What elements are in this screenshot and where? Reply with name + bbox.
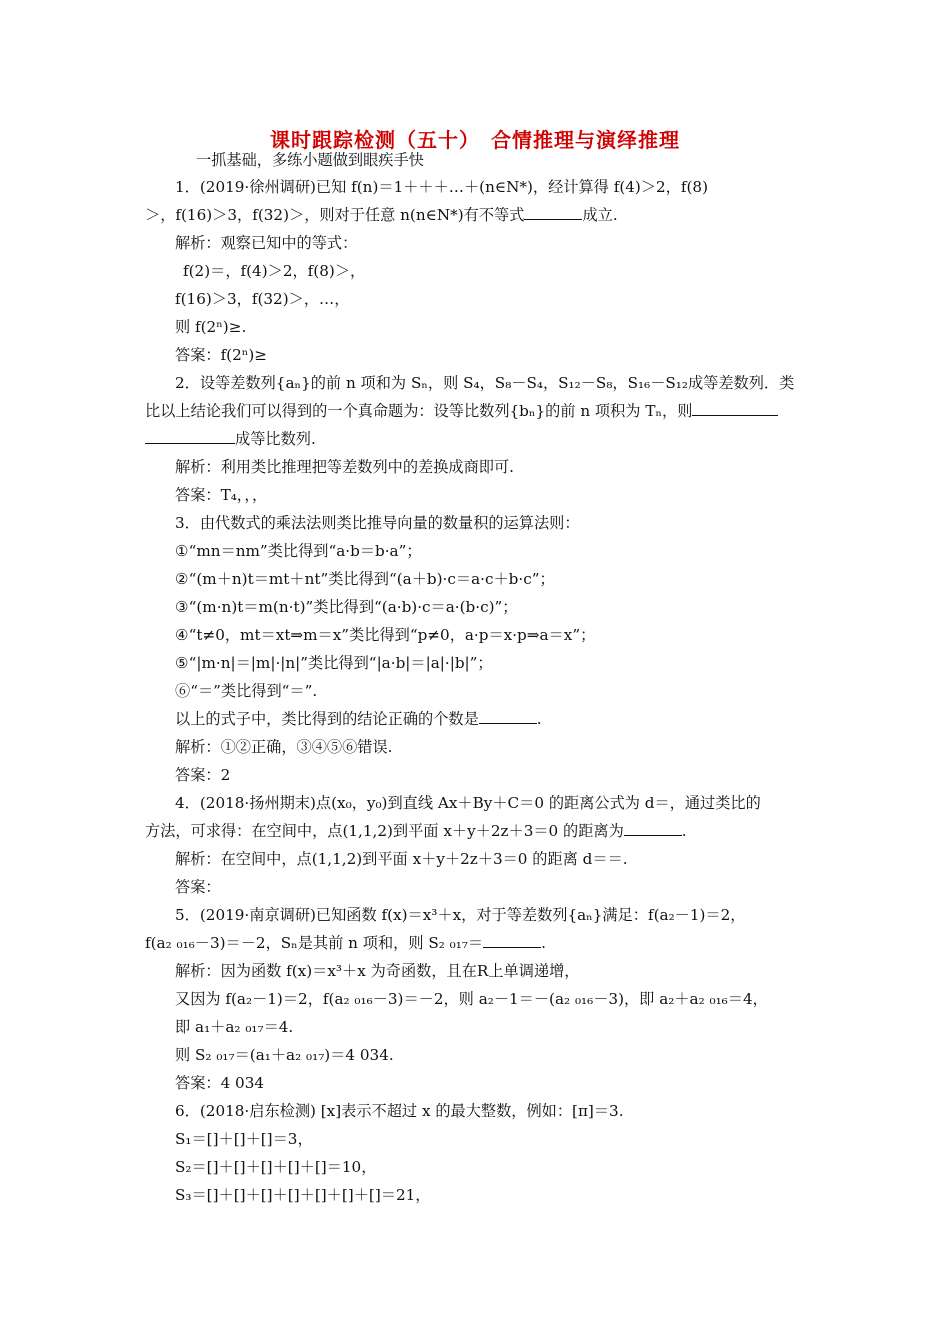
q2-line-3: 成等比数列. (145, 429, 316, 449)
q3-item: ③“(m·n)t＝m(n·t)”类比得到“(a·b)·c＝a·(b·c)”； (175, 598, 518, 616)
q6-line: S₃＝[]＋[]＋[]＋[]＋[]＋[]＋[]＝21， (175, 1186, 431, 1204)
q1-analysis-line: f(16)＞3，f(32)＞，…， (175, 290, 350, 308)
q2-line-1: 2．设等差数列{aₙ}的前 n 项和为 Sₙ，则 S₄，S₈－S₄，S₁₂－S₈，S₁₆－S₁₂成等差数列．类 (175, 374, 795, 392)
q3-line-1: 3．由代数式的乘法法则类比推导向量的数量积的运算法则： (175, 514, 580, 532)
section-heading: 一抓基础，多练小题做到眼疾手快 (196, 151, 424, 169)
q3-item: ⑤“|m·n|＝|m|·|n|”类比得到“|a·b|＝|a|·|b|”； (175, 654, 493, 672)
answer-blank (145, 429, 235, 444)
answer-blank (624, 821, 682, 836)
q3-answer: 答案：2 (175, 766, 231, 784)
answer-blank (524, 205, 582, 220)
q3-item: ①“mn＝nm”类比得到“a·b＝b·a”； (175, 542, 422, 560)
q1-analysis-line: f(2)＝，f(4)＞2，f(8)＞， (183, 262, 366, 280)
q2-answer: 答案：T₄，，， (175, 486, 268, 504)
q1-answer: 答案：f(2ⁿ)≥ (175, 346, 267, 364)
q5-line-1: 5．(2019·南京调研)已知函数 f(x)＝x³＋x，对于等差数列{aₙ}满足：f(a₂－1)＝2， (175, 906, 746, 924)
q1-analysis-line: 则 f(2ⁿ)≥. (175, 318, 247, 336)
q4-line-1: 4．(2018·扬州期末)点(x₀，y₀)到直线 Ax＋By＋C＝0 的距离公式为 d＝，通过类比的 (175, 794, 761, 812)
q5-analysis: 解析：因为函数 f(x)＝x³＋x 为奇函数，且在R上单调递增， (175, 962, 580, 980)
q5-analysis-line: 即 a₁＋a₂ ₀₁₇＝4. (175, 1018, 294, 1036)
q5-line-2: f(a₂ ₀₁₆－3)＝－2，Sₙ是其前 n 项和，则 S₂ ₀₁₇＝ . (145, 934, 546, 952)
answer-blank (483, 933, 541, 948)
q3-analysis: 解析：①②正确，③④⑤⑥错误. (175, 738, 393, 756)
q4-line-2: 方法，可求得：在空间中，点(1,1,2)到平面 x＋y＋2z＋3＝0 的距离为 . (145, 822, 687, 840)
q2-line-2: 比以上结论我们可以得到的一个真命题为：设等比数列{bₙ}的前 n 项积为 Tₙ，则 (145, 401, 778, 421)
answer-blank (479, 709, 537, 724)
q6-line: S₁＝[]＋[]＋[]＝3， (175, 1130, 313, 1148)
q3-question: 以上的式子中，类比得到的结论正确的个数是 . (175, 710, 542, 728)
answer-blank (692, 401, 778, 416)
q6-line: S₂＝[]＋[]＋[]＋[]＋[]＝10， (175, 1158, 377, 1176)
q2-analysis: 解析：利用类比推理把等差数列中的差换成商即可. (175, 458, 514, 476)
q1-line-2: ＞，f(16)＞3，f(32)＞，则对于任意 n(n∈N*)有不等式 成立. (145, 206, 618, 224)
q1-line-1: 1．(2019·徐州调研)已知 f(n)＝1＋＋＋…＋(n∈N*)，经计算得 f(4)＞2，f(8) (175, 178, 709, 196)
q3-item: ⑥“＝”类比得到“＝”. (175, 682, 318, 700)
q5-answer: 答案：4 034 (175, 1074, 265, 1092)
q3-item: ④“t≠0，mt＝xt⇒m＝x”类比得到“p≠0，a·p＝x·p⇒a＝x”； (175, 626, 596, 644)
q4-analysis: 解析：在空间中，点(1,1,2)到平面 x＋y＋2z＋3＝0 的距离 d＝＝. (175, 850, 628, 868)
page-title: 课时跟踪检测（五十） 合情推理与演绎推理 (270, 128, 680, 152)
q1-analysis: 解析：观察已知中的等式： (175, 234, 358, 252)
q6-line-1: 6．(2018·启东检测) [x]表示不超过 x 的最大整数，例如：[π]＝3. (175, 1102, 624, 1120)
q5-analysis-line: 又因为 f(a₂－1)＝2，f(a₂ ₀₁₆－3)＝－2，则 a₂－1＝－(a₂ ₀₁₆－3)，即 a₂＋a₂ ₀₁₆＝4， (175, 990, 768, 1008)
q5-analysis-line: 则 S₂ ₀₁₇＝(a₁＋a₂ ₀₁₇)＝4 034. (175, 1046, 394, 1064)
q4-answer: 答案： (175, 878, 221, 896)
q3-item: ②“(m＋n)t＝mt＋nt”类比得到“(a＋b)·c＝a·c＋b·c”； (175, 570, 555, 588)
